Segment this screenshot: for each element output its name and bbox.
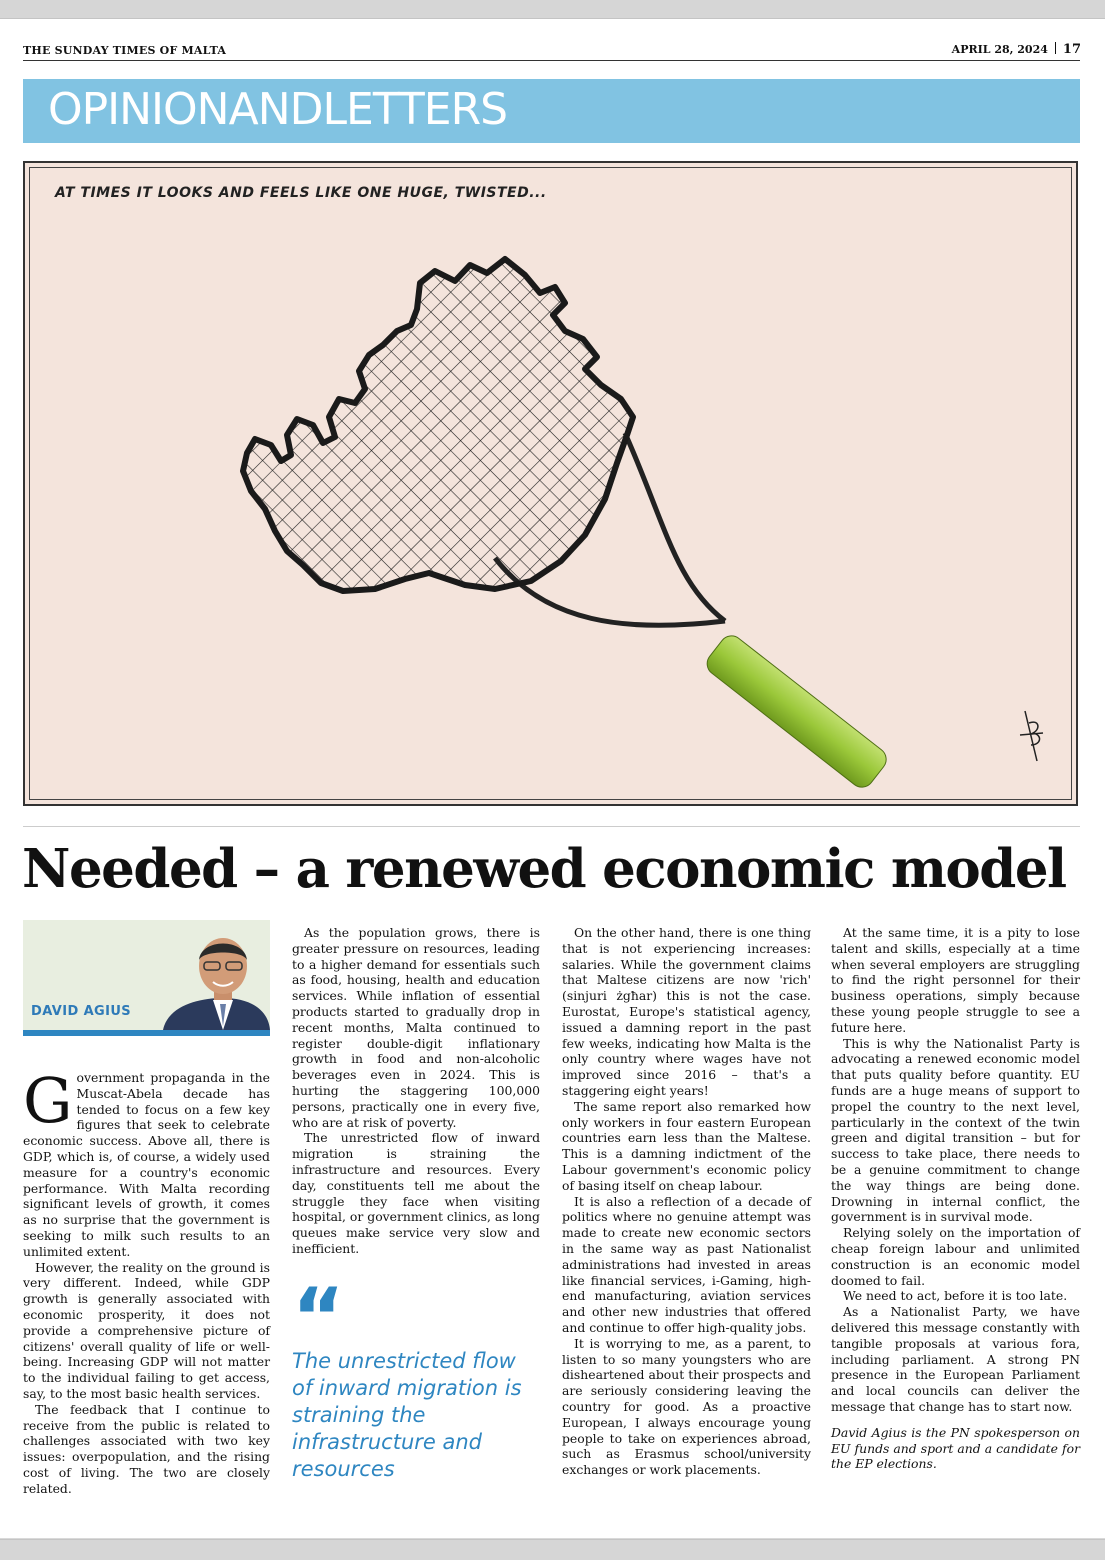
- byline-accent-bar: [23, 1030, 270, 1036]
- section-word-and: AND: [228, 84, 323, 135]
- dateline: [952, 42, 1081, 57]
- pull-quote: The unrestricted flow of inward migration is straining the infrastructure and resources: [292, 1349, 522, 1481]
- paragraph: It is worrying to me, as a parent, to listen to so many youngsters who are disheartened about their prospects and are seriously considering leaving the country for good. As a proactive European, I always encourage young people to take on experiences abroad, such as Erasmus school/university exchanges or work placements.: [562, 1335, 811, 1478]
- header-rule: [23, 60, 1080, 61]
- section-divider: [23, 826, 1080, 827]
- drop-cap: G: [23, 1064, 73, 1137]
- section-title: [48, 82, 507, 138]
- paragraph: The unrestricted flow of inward migration is straining the infrastructure and resources. Every day, constituents tell me about the struggle they face when visiting hospital, or government clinics, as long queues make service very slow and inefficient.: [292, 1130, 540, 1256]
- paragraph: This is why the Nationalist Party is advocating a renewed economic model that puts quality before quantity. EU funds are a huge means of support to propel the country to the next level, particularly in the context of the twin green and digital transition – but for success to take place, there needs to be a genuine commitment to change the way things are being done. Drowning in internal conflict, the government is in survival mode.: [831, 1035, 1080, 1225]
- section-word-letters: LETTERS: [322, 84, 508, 135]
- paragraph: We need to act, before it is too late.: [843, 1288, 1068, 1304]
- article-column-4: [831, 925, 1080, 1472]
- malta-shaped-mesh: [243, 259, 633, 591]
- issue-date: APRIL 28, 2024: [951, 43, 1048, 56]
- author-byline: [23, 920, 270, 1030]
- potato-masher-illustration: [25, 163, 1076, 804]
- publication-name: THE SUNDAY TIMES OF MALTA: [23, 44, 227, 57]
- masher-handle: [702, 631, 891, 792]
- article-column-2: [292, 925, 540, 1257]
- article-headline: Needed – a renewed economic model: [22, 838, 1066, 900]
- top-margin-strip: [0, 0, 1105, 19]
- paragraph: On the other hand, there is one thing that is not experiencing increases: salaries. While the government claims that Maltese citizens are now 'rich' (sinjuri żgħar) this is not the case. Eurostat, Europe's statistical agency, issued a damning report in the past few weeks, indicating how Malta is the only country where wages have not improved since 2016 – that's a staggering eight years!: [562, 925, 811, 1098]
- paragraph: At the same time, it is a pity to lose talent and skills, especially at a time when several employers are struggling to find the right personnel for their business operations, simply because these young people struggle to see a future here.: [831, 925, 1080, 1035]
- author-name: DAVID AGIUS: [31, 1004, 132, 1019]
- paragraph-text: overnment propaganda in the Muscat-Abela decade has tended to focus on a few key figures that seek to celebrate economic success. Above all, there is GDP, which is, of course, a widely used measure for a country's economic performance. With Malta recording significant levels of growth, it comes as no surprise that the government is seeking to milk such results to an unlimited extent.: [23, 1070, 270, 1259]
- artist-signature: [1020, 711, 1043, 761]
- paragraph: As a Nationalist Party, we have delivered this message constantly with tangible proposals at various fora, including parliament. A strong PN presence in the European Parliament and local councils can deliver the message that change has to start now.: [831, 1304, 1080, 1414]
- paragraph: Relying solely on the importation of cheap foreign labour and unlimited construction is an economic model doomed to fail.: [831, 1225, 1080, 1288]
- author-bio: David Agius is the PN spokesperson on EU funds and sport and a candidate for the EP elections.: [831, 1424, 1080, 1472]
- section-word-opinion: OPINION: [48, 84, 229, 135]
- cartoon-caption: AT TIMES IT LOOKS AND FEELS LIKE ONE HUGE, TWISTED...: [55, 185, 547, 201]
- paragraph: The feedback that I continue to receive from the public is related to challenges associated with two key issues: overpopulation, and the rising cost of living. The two are closely related.: [23, 1401, 270, 1496]
- article-column-1: [23, 1064, 270, 1497]
- masher-wire-upper: [625, 433, 725, 621]
- page-number: 17: [1062, 42, 1081, 57]
- bottom-margin-strip: [0, 1539, 1105, 1560]
- article-column-3: [562, 925, 811, 1478]
- paragraph: The same report also remarked how only workers in four eastern European countries earn less than the Maltese. This is a damning indictment of the Labour government's economic policy of basing itself on cheap labour.: [562, 1098, 811, 1193]
- paragraph: It is also a reflection of a decade of politics where no genuine attempt was made to create new economic sectors in the same way as past Nationalist administrations had invested in areas like financial services, i-Gaming, high-end manufacturing, aviation services and other new industries that offered and continue to offer high-quality jobs.: [562, 1193, 811, 1335]
- quote-mark-icon: “: [292, 1271, 345, 1364]
- paragraph: However, the reality on the ground is very different. Indeed, while GDP growth is generally associated with economic prosperity, it does not provide a comprehensive picture of citizens' overall quality of life or well-being. Increasing GDP will not matter to the individual failing to get access, say, to the most basic health services.: [23, 1259, 270, 1401]
- paragraph: As the population grows, there is greater pressure on resources, leading to a higher demand for essentials such as food, housing, health and education services. While inflation of essential products started to gradually drop in recent months, Malta continued to register double-digit inflationary growth in food and non-alcoholic beverages even in 2024. This is hurting the staggering 100,000 persons, practically one in every five, who are at risk of poverty.: [292, 925, 540, 1130]
- dateline-separator: [1055, 42, 1056, 54]
- cartoon: [23, 161, 1078, 806]
- paragraph: [23, 1064, 270, 1260]
